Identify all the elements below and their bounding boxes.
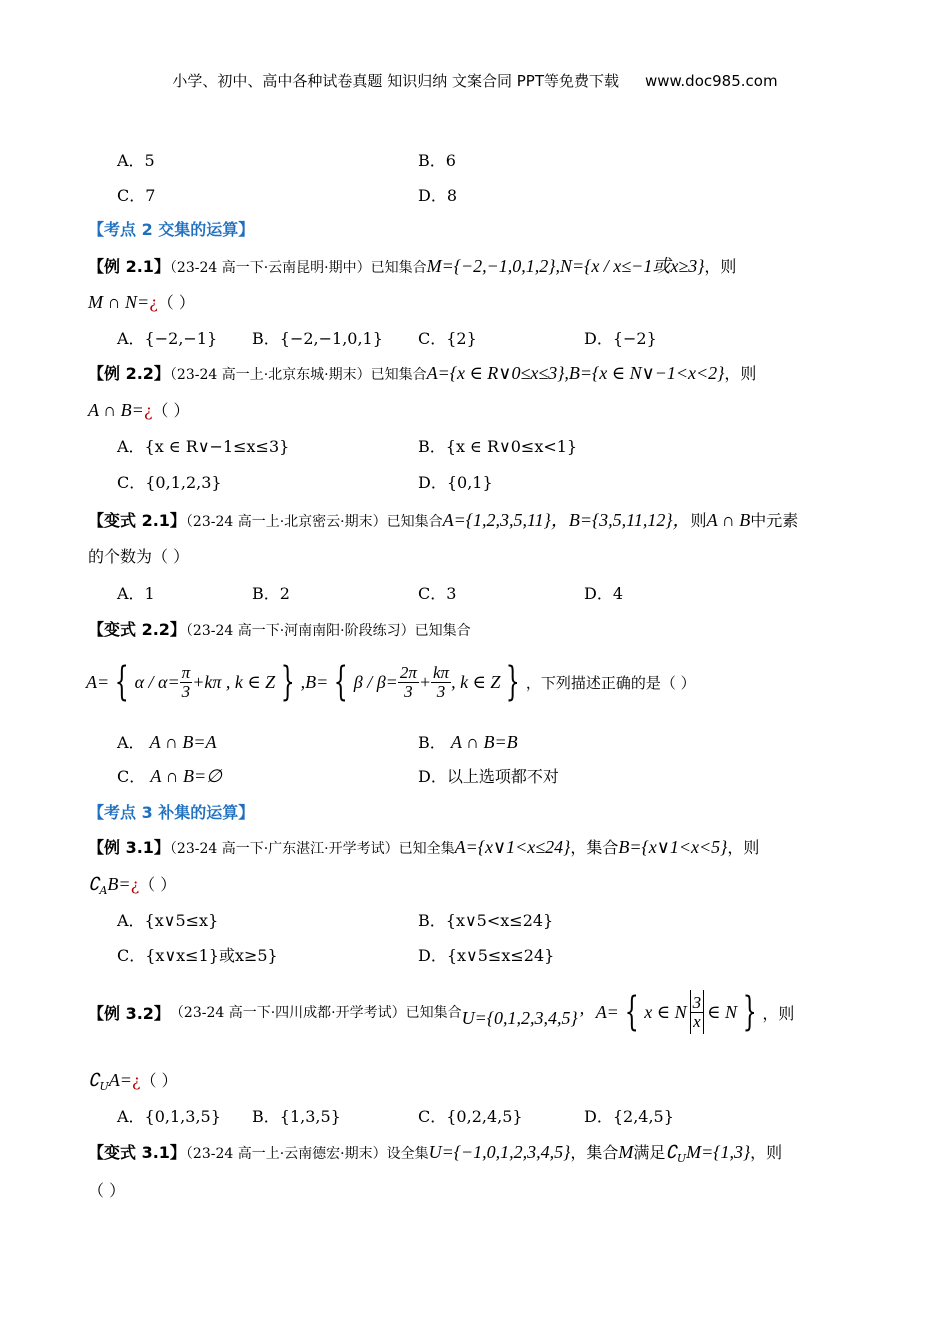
header-text: 小学、初中、高中各种试卷真题 知识归纳 文案合同 PPT等免费下载: [172, 72, 619, 90]
option-math: A ∩ B=B: [450, 732, 518, 752]
option-math: A ∩ B=∅: [150, 766, 222, 786]
example-3-1: [88, 835, 759, 858]
fraction-numerator: 3: [692, 992, 702, 1012]
answer-paren: （ ）: [152, 401, 190, 420]
example-3-2: [88, 990, 794, 1034]
question-math: U={0,1,2,3,4,5}’: [461, 1007, 584, 1028]
option-b: B．{x ∈ R∨0≤x<1}: [418, 437, 578, 456]
formula-set-a: x ∈ N: [644, 1001, 687, 1022]
question-math-2: B={x∨1<x<5}: [618, 837, 728, 857]
option-a: A．{x∨5≤x}: [117, 911, 219, 930]
section-heading-2: 【考点 2 交集的运算】: [88, 220, 255, 239]
option-c: C．{0,1,2,3}: [117, 473, 222, 492]
question-suffix: ，则: [724, 364, 757, 383]
option-c: C．{2}: [418, 329, 477, 348]
option-c: [117, 764, 222, 787]
right-brace-icon: }: [280, 659, 295, 705]
option-d: D．{0,1}: [418, 473, 493, 492]
option-c: C．{x∨x≤1}或x≥5}: [117, 946, 278, 965]
complement-subscript: A: [99, 884, 108, 898]
variant-2-2-formula: [86, 659, 696, 705]
question-source: （23-24 高一下·云南昆明·期中）已知集合: [169, 260, 427, 276]
question-mid-2: 满足: [633, 1143, 666, 1162]
question-tag: 【例 2.1】: [88, 257, 170, 276]
question-text: ，下列描述正确的是（ ）: [525, 673, 696, 692]
formula-tail-b: , k ∈ Z: [451, 671, 501, 692]
question-mid: ，集合: [570, 1143, 619, 1162]
variant-3-1: [88, 1140, 782, 1165]
option-d: D．{2,4,5}: [584, 1107, 674, 1126]
question-source: （23-24 高一上·北京东城·期末）已知集合: [169, 367, 427, 383]
variant-2-1: [88, 506, 798, 532]
fraction-denominator: 3: [181, 681, 191, 701]
option-d: D．4: [584, 584, 624, 603]
fraction-bars: [690, 990, 705, 1034]
left-brace-icon: {: [334, 659, 349, 705]
question-source: （23-24 高一上·云南德宏·期末）设全集: [185, 1146, 429, 1162]
question-math: B=: [107, 874, 131, 894]
variant-2-2: [88, 617, 471, 640]
formula-tail-a: ∈ N: [707, 1001, 737, 1022]
fraction-a: [691, 994, 704, 1031]
question-tag: 【例 2.2】: [88, 364, 170, 383]
fraction-b1: [398, 664, 419, 701]
fraction-denominator: 3: [436, 681, 446, 701]
option-d: D．以上选项都不对: [418, 767, 559, 786]
question-source: （23-24 高一上·北京密云·期末）已知集合: [185, 514, 443, 530]
example-2-1: [88, 252, 736, 278]
formula-plus: +: [418, 671, 431, 692]
page-header: [0, 70, 950, 91]
question-math-3: M={1,3}: [686, 1142, 751, 1162]
option-c: C．3: [418, 584, 457, 603]
option-c: C．{0,2,4,5}: [418, 1107, 523, 1126]
formula-set-a: α / α=: [134, 671, 180, 692]
question-tag: 【变式 3.1】: [88, 1143, 186, 1162]
option-a: A．{−2,−1}: [117, 329, 218, 348]
fraction-denominator: x: [693, 1011, 701, 1031]
header-site-link[interactable]: www.doc985.com: [644, 72, 778, 90]
option-math: A ∩ B=A: [149, 732, 217, 752]
question-math: A={x ∈ R∨0≤x≤3},B={x ∈ N∨−1<x<2}: [426, 363, 725, 383]
example-3-2-line2: [88, 1068, 178, 1093]
question-math: M ∩ N=: [88, 292, 150, 312]
right-brace-icon: }: [742, 989, 757, 1035]
example-2-1-line2: [88, 290, 195, 313]
question-math: A=: [108, 1070, 132, 1090]
option-d: D．8: [418, 186, 458, 205]
variant-2-1-line2: 的个数为（ ）: [88, 547, 190, 566]
question-tag: 【例 3.2】: [88, 1003, 170, 1023]
formula-set-b: β / β=: [353, 671, 398, 692]
question-suffix-2: 中元素: [750, 511, 799, 530]
option-a: A．1: [117, 584, 155, 603]
fraction-numerator: 2π: [399, 662, 417, 682]
question-source: （23-24 高一下·四川成都·开学考试）已知集合: [169, 1005, 462, 1021]
question-math: A ∩ B=: [88, 400, 144, 420]
option-letter: A．: [117, 733, 145, 752]
option-letter: C．: [117, 767, 146, 786]
option-a: A．{0,1,3,5}: [117, 1107, 221, 1126]
option-b: [418, 730, 518, 753]
question-suffix: 则: [690, 511, 707, 530]
formula-lhs-a: A=: [595, 1001, 619, 1022]
question-mark-glyph: ¿: [149, 293, 158, 312]
question-suffix: ，则: [750, 1143, 783, 1162]
section-heading-3: 【考点 3 补集的运算】: [88, 803, 255, 822]
question-tag: 【变式 2.1】: [88, 511, 186, 530]
question-math: A={1,2,3,5,11}，B={3,5,11,12}，: [442, 510, 691, 530]
question-tag: 【变式 2.2】: [88, 620, 186, 639]
complement-icon: ∁: [88, 874, 100, 894]
question-math-2: A ∩ B: [706, 510, 751, 530]
question-source: （23-24 高一下·河南南阳·阶段练习）已知集合: [185, 623, 471, 639]
formula-tail-a: +kπ , k ∈ Z: [192, 671, 276, 692]
question-mid: ，集合: [570, 838, 619, 857]
example-3-1-line2: [88, 872, 176, 897]
example-2-2-line2: [88, 398, 189, 421]
question-suffix: ，则: [704, 257, 737, 276]
answer-paren: （ ）: [139, 875, 177, 894]
question-math-2: M: [618, 1142, 634, 1162]
option-b: B．{1,3,5}: [252, 1107, 341, 1126]
option-letter: B．: [418, 733, 446, 752]
question-math: A={x∨1<x≤24}: [454, 837, 571, 857]
question-suffix: ，则: [727, 838, 760, 857]
option-d: D．{−2}: [584, 329, 657, 348]
option-d: D．{x∨5≤x≤24}: [418, 946, 555, 965]
question-suffix: ，则: [762, 1003, 795, 1023]
complement-icon: ∁: [88, 1070, 100, 1090]
fraction-numerator: kπ: [433, 662, 450, 682]
question-mark-glyph: ¿: [131, 1071, 141, 1090]
variant-3-1-line2: （ ）: [88, 1181, 126, 1200]
answer-paren: （ ）: [157, 293, 195, 312]
formula-lhs-a: A=: [86, 671, 110, 692]
complement-icon: ∁: [665, 1142, 677, 1162]
option-a: [117, 730, 216, 753]
right-brace-icon: }: [506, 659, 521, 705]
formula-lhs-b: ,B=: [300, 671, 329, 692]
option-c: C．7: [117, 186, 156, 205]
question-mark-glyph: ¿: [130, 875, 140, 894]
left-brace-icon: {: [624, 989, 639, 1035]
fraction-b2: [431, 664, 451, 701]
complement-subscript: U: [99, 1080, 109, 1094]
question-mark-glyph: ¿: [143, 401, 153, 420]
question-tag: 【例 3.1】: [88, 838, 170, 857]
example-2-2: [88, 361, 756, 384]
fraction-numerator: π: [181, 662, 191, 682]
question-math: M={−2,−1,0,1,2},N={x / x≤−1或x≥3}: [426, 256, 705, 276]
question-source: （23-24 高一下·广东湛江·开学考试）已知全集: [169, 841, 455, 857]
option-a: A．{x ∈ R∨−1≤x≤3}: [117, 437, 290, 456]
option-b: B．2: [252, 584, 290, 603]
fraction-a: [180, 664, 193, 701]
option-b: B．6: [418, 151, 456, 170]
answer-paren: （ ）: [140, 1071, 178, 1090]
question-math: U={−1,0,1,2,3,4,5}: [428, 1142, 571, 1162]
left-brace-icon: {: [114, 659, 129, 705]
option-b: B．{x∨5<x≤24}: [418, 911, 554, 930]
complement-subscript: U: [676, 1152, 687, 1166]
option-a: A．5: [117, 151, 155, 170]
fraction-denominator: 3: [404, 681, 413, 701]
option-b: B．{−2,−1,0,1}: [252, 329, 383, 348]
